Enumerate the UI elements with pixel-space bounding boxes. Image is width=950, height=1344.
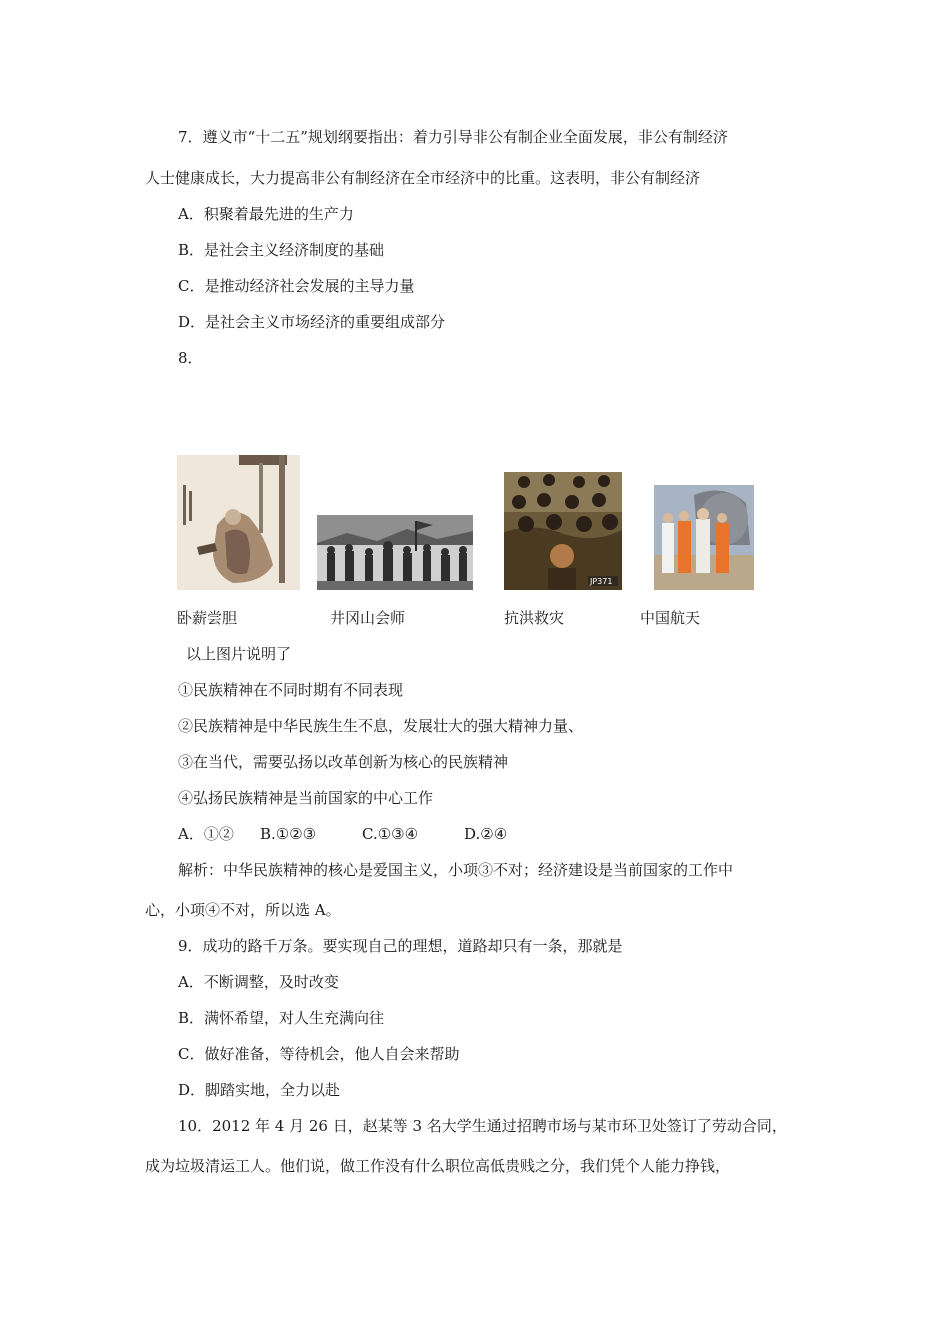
q7-stem-line2: 人士健康成长，大力提高非公有制经济在全市经济中的比重。这表明，非公有制经济 [145, 169, 701, 187]
q7-option-a: A．积聚着最先进的生产力 [178, 205, 354, 223]
photo-watermark: JP371 [590, 577, 613, 586]
flood-rescue-image [504, 472, 622, 590]
q7-option-b: B．是社会主义经济制度的基础 [178, 241, 385, 259]
caption-3: 抗洪救灾 [504, 609, 565, 627]
q8-statement-4: ④弘扬民族精神是当前国家的中心工作 [178, 789, 434, 807]
q7-option-c: C．是推动经济社会发展的主导力量 [178, 277, 415, 295]
caption-4: 中国航天 [640, 609, 701, 627]
q9-stem: 9．成功的路千万条。要实现自己的理想，道路却只有一条，那就是 [178, 937, 623, 955]
caption-2: 井冈山会师 [330, 609, 406, 627]
q10-stem-line2: 成为垃圾清运工人。他们说，做工作没有什么职位高低贵贱之分，我们凭个人能力挣钱， [145, 1157, 731, 1175]
q9-option-a: A．不断调整，及时改变 [178, 973, 339, 991]
q7-option-d: D．是社会主义市场经济的重要组成部分 [178, 313, 446, 331]
q8-option-b: B.①②③ [260, 825, 317, 843]
caption-1: 卧薪尝胆 [177, 609, 238, 627]
q8-option-c: C.①③④ [362, 825, 419, 843]
q8-option-a: A．①② [178, 825, 234, 843]
q8-option-d: D.②④ [464, 825, 508, 843]
q9-option-b: B．满怀希望，对人生充满向往 [178, 1009, 385, 1027]
engraving-image [317, 515, 473, 590]
q8-statement-1: ①民族精神在不同时期有不同表现 [178, 681, 404, 699]
q9-option-c: C．做好准备，等待机会，他人自会来帮助 [178, 1045, 460, 1063]
q10-stem-line1: 10．2012 年 4 月 26 日，赵某等 3 名大学生通过招聘市场与某市环卫处签订了劳动合同， [178, 1117, 787, 1135]
q8-statement-2: ②民族精神是中华民族生生不息，发展壮大的强大精神力量、 [178, 717, 584, 735]
q7-stem-line1: 7．遵义市“十二五”规划纲要指出：着力引导非公有制企业全面发展，非公有制经济 [178, 128, 728, 146]
q9-option-d: D．脚踏实地，全力以赴 [178, 1081, 341, 1099]
q8-stem: 以上图片说明了 [186, 645, 292, 663]
q8-number: 8． [178, 349, 203, 367]
painting-image [177, 455, 300, 590]
q8-analysis-line1: 解析：中华民族精神的核心是爱国主义，小项③不对；经济建设是当前国家的工作中 [178, 861, 734, 879]
space-mission-image [654, 485, 754, 590]
q8-options [178, 824, 507, 844]
q8-analysis-line2: 心，小项④不对，所以选 A。 [145, 901, 341, 919]
q8-statement-3: ③在当代，需要弘扬以改革创新为核心的民族精神 [178, 753, 509, 771]
